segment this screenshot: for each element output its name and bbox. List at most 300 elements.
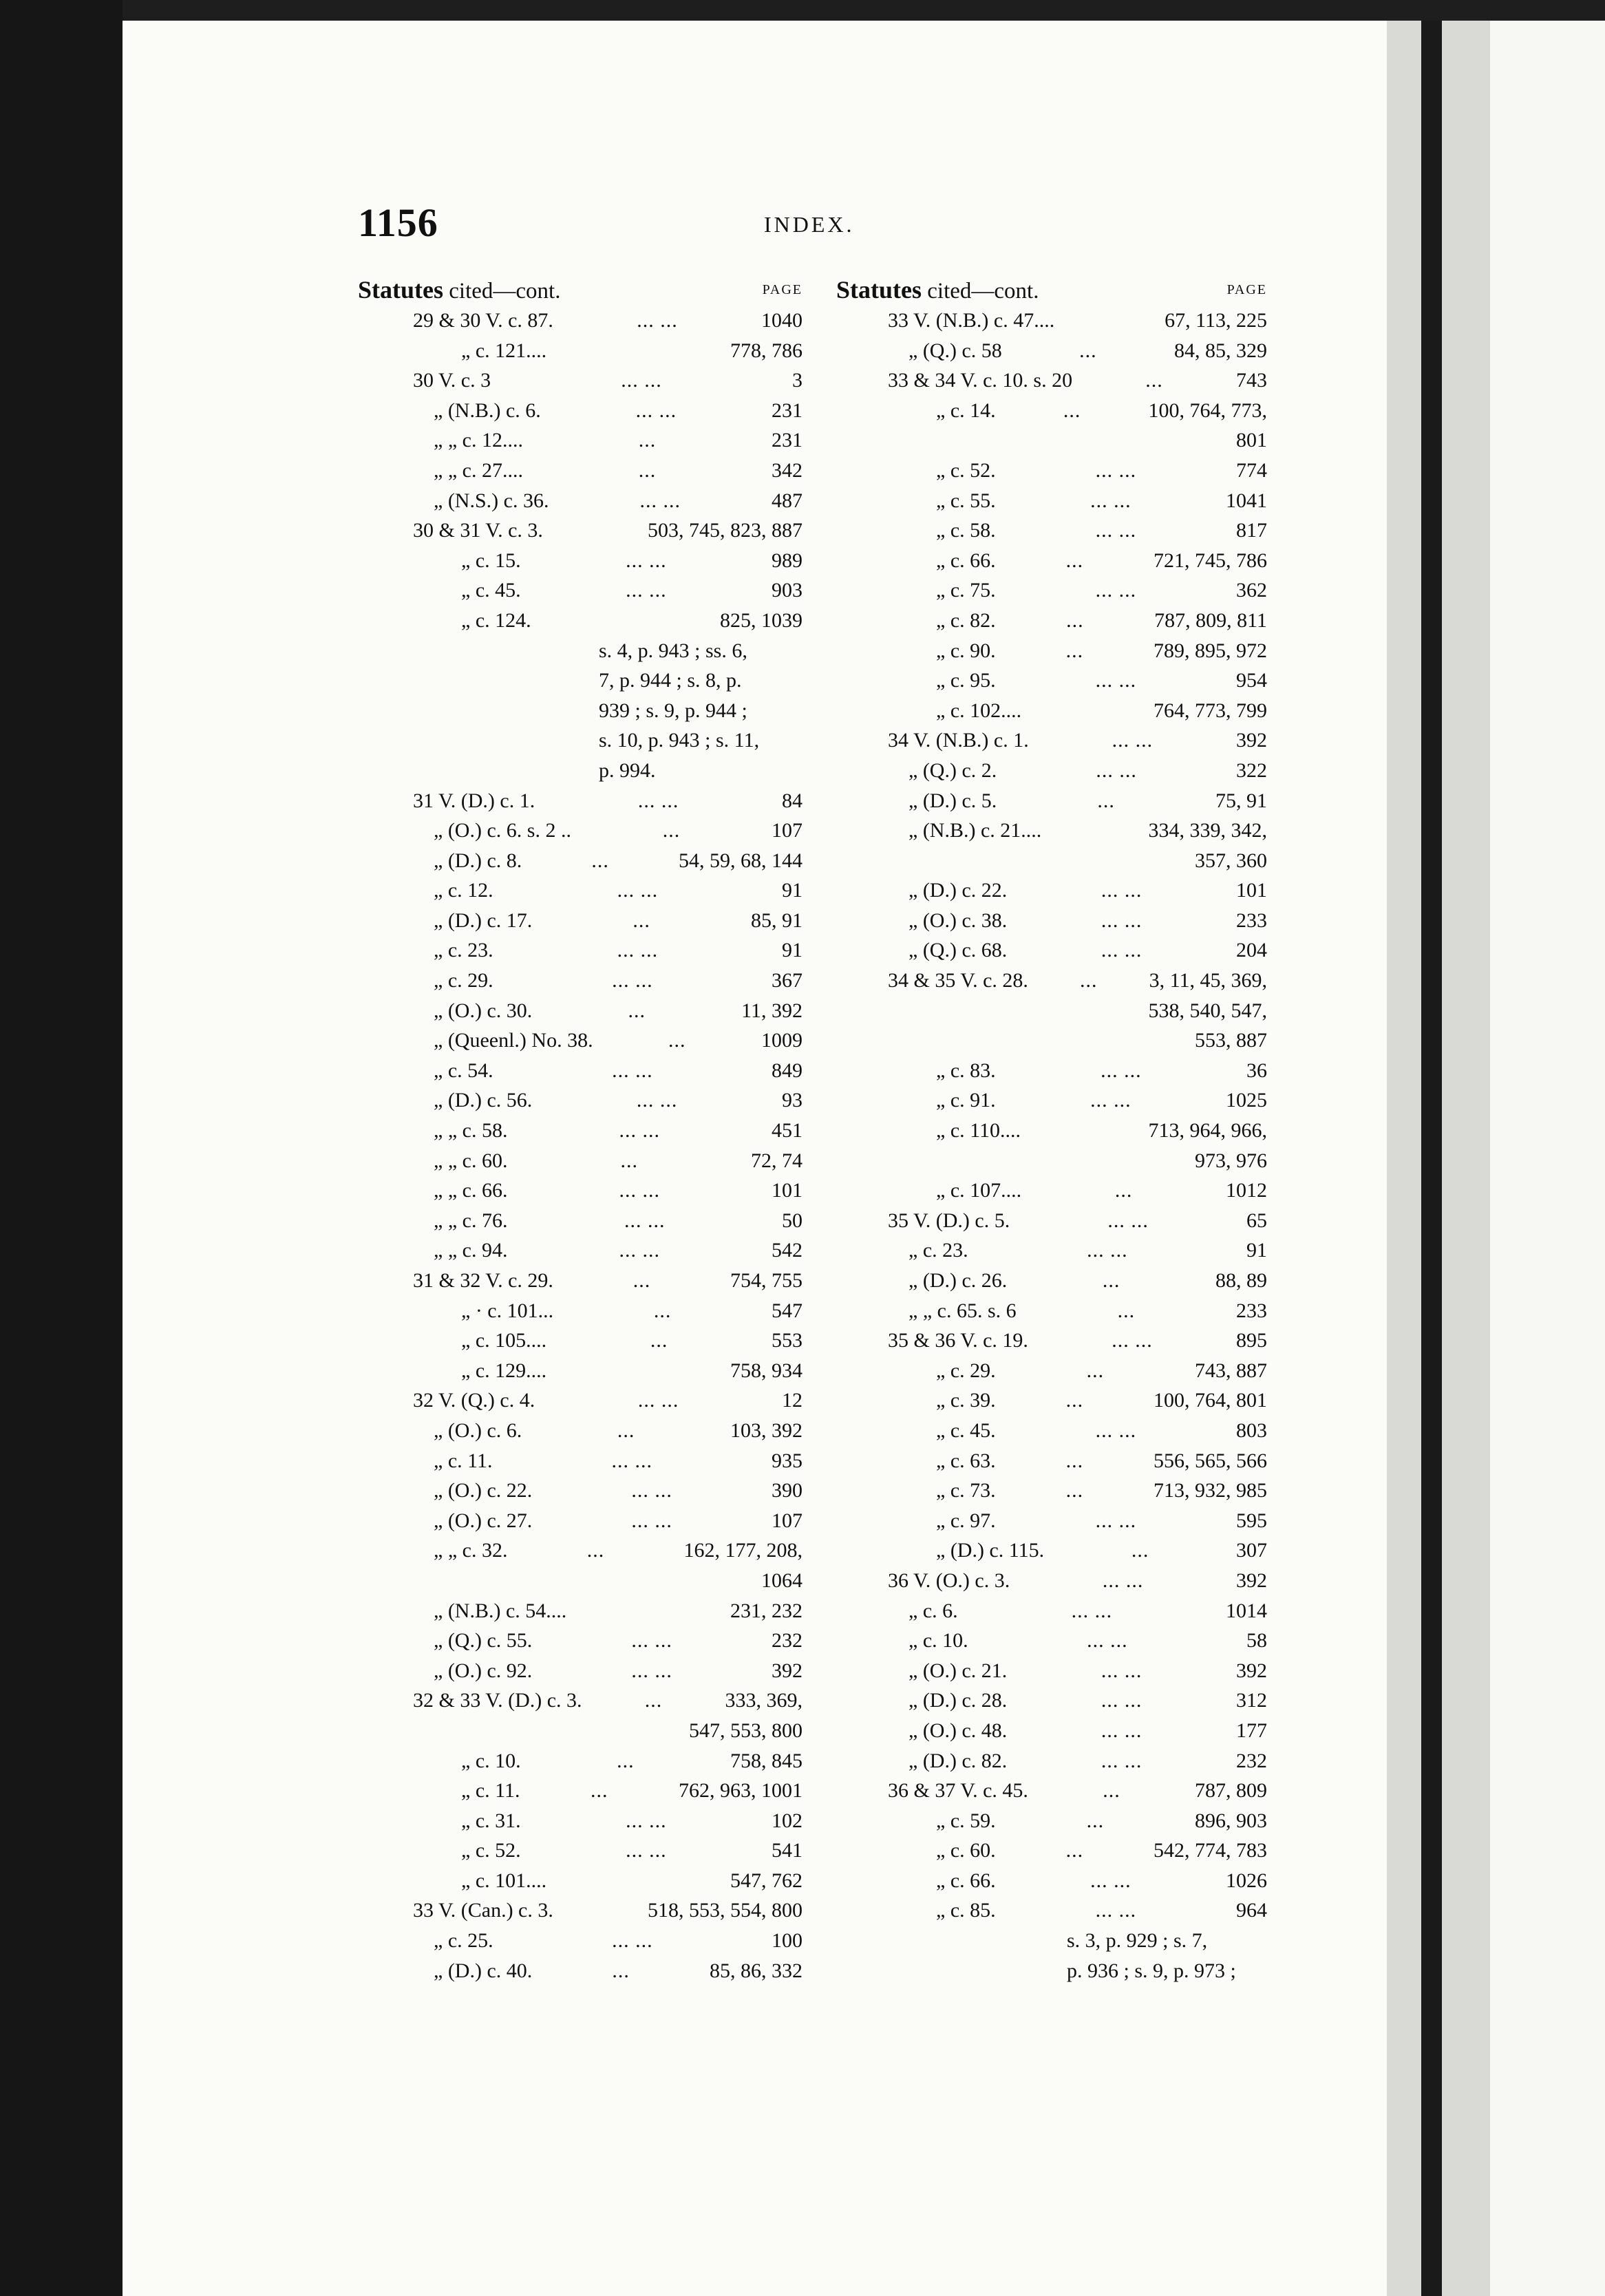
index-entry (836, 1296, 1277, 1326)
entry-label: „ c. 83. (936, 1059, 996, 1082)
page-refs: 789, 895, 972 (1154, 639, 1267, 662)
entry-label: „ „ c. 12.... (434, 429, 523, 452)
index-entry (358, 515, 812, 546)
leader-dots: ... (662, 819, 681, 842)
page-refs: 825, 1039 (720, 608, 802, 632)
page-refs: 758, 845 (730, 1749, 802, 1772)
leader-dots: ... ... (1101, 1689, 1142, 1712)
index-entry (358, 1326, 812, 1356)
index-entry (358, 935, 812, 966)
leader-dots: ... ... (1095, 1509, 1137, 1532)
leader-dots: ... ... (1090, 489, 1131, 512)
entry-label: p. 936 ; s. 9, p. 973 ; (1067, 1959, 1236, 1982)
page-refs: 91 (782, 879, 802, 902)
index-entry (836, 1566, 1277, 1596)
leader-dots: ... (1065, 1479, 1084, 1502)
entry-label: „ c. 23. (908, 1239, 968, 1262)
index-entry (358, 786, 812, 816)
scan-top-margin (123, 0, 1605, 21)
running-header: INDEX. (764, 212, 855, 237)
leader-dots: ... ... (1101, 1749, 1142, 1772)
leader-dots: ... (591, 1779, 608, 1803)
index-entry (836, 1806, 1277, 1836)
leader-dots: ... ... (611, 1449, 653, 1472)
entry-label: „ „ c. 60. (434, 1149, 508, 1172)
index-entry (358, 1116, 812, 1146)
leader-dots: ... (1065, 549, 1084, 572)
entry-label: „ c. 15. (461, 549, 521, 572)
leader-dots: ... ... (639, 489, 681, 512)
page-refs: 778, 786 (730, 339, 802, 362)
page-refs: 50 (782, 1209, 802, 1232)
index-entry (836, 1626, 1277, 1656)
leader-dots: ... (1086, 1809, 1105, 1832)
index-entry (836, 1356, 1277, 1386)
entry-label: „ c. 23. (434, 939, 493, 962)
entry-label: 33 V. (N.B.) c. 47.... (888, 309, 1055, 332)
leader-dots: ... ... (631, 1509, 672, 1532)
page-refs: 764, 773, 799 (1154, 699, 1267, 722)
index-entry (836, 1385, 1277, 1416)
page-refs: 849 (772, 1059, 802, 1082)
page-refs: 1041 (1226, 489, 1267, 512)
leader-dots: ... ... (621, 369, 662, 392)
index-entry (836, 1266, 1277, 1296)
leader-dots: ... ... (619, 1239, 660, 1262)
leader-dots: ... ... (612, 969, 653, 992)
page-refs: 342 (772, 458, 802, 482)
index-entry (358, 486, 812, 516)
page-refs: 312 (1236, 1689, 1267, 1712)
leader-dots: ... ... (1087, 1239, 1128, 1262)
index-entry (358, 1356, 812, 1386)
page-refs: 964 (1236, 1899, 1267, 1922)
entry-label: „ c. 73. (936, 1479, 996, 1502)
page-refs: 392 (1236, 1659, 1267, 1682)
leader-dots: ... ... (626, 1839, 667, 1862)
entry-label: 31 V. (D.) c. 1. (413, 789, 535, 812)
leader-dots: ... (1086, 1359, 1105, 1382)
page-refs: 503, 745, 823, 887 (648, 519, 802, 542)
index-entry (358, 1866, 812, 1896)
entry-label: „ c. 110.... (936, 1119, 1021, 1142)
index-entry (836, 1535, 1277, 1566)
entry-label: „ „ c. 58. (434, 1119, 508, 1142)
entry-label: „ (Q.) c. 68. (908, 939, 1008, 962)
page-refs: 817 (1236, 519, 1267, 542)
leader-dots: ... ... (1101, 1659, 1142, 1682)
index-entry (836, 1146, 1277, 1176)
entry-label: „ (D.) c. 5. (908, 789, 997, 812)
index-entry (358, 1776, 812, 1806)
column-heading (836, 275, 1277, 306)
leader-dots: ... ... (1095, 458, 1137, 482)
leader-dots: ... (1114, 1179, 1133, 1202)
index-entry (836, 425, 1277, 456)
index-column-left (358, 275, 812, 1986)
entry-label: „ (O.) c. 48. (908, 1719, 1008, 1742)
leader-dots: ... ... (636, 1089, 678, 1112)
leader-dots: ... ... (637, 309, 678, 332)
leader-dots: ... ... (1095, 1899, 1137, 1922)
entry-label: „ c. 66. (936, 549, 996, 572)
index-entry (836, 1235, 1277, 1266)
leader-dots: ... (1063, 398, 1081, 422)
heading-rest: cited—cont. (443, 279, 561, 304)
leader-dots: ... (1065, 1449, 1084, 1472)
entry-label: „ (N.B.) c. 21.... (908, 819, 1042, 842)
entry-label: 30 & 31 V. c. 3. (413, 519, 543, 542)
page-refs: 1025 (1226, 1089, 1267, 1112)
page-refs: 100, 764, 773, (1148, 398, 1267, 422)
leader-dots: ... ... (617, 939, 659, 962)
leader-dots: ... ... (1107, 1209, 1149, 1232)
entry-label: „ (Q.) c. 2. (908, 758, 997, 782)
leader-dots: ... (638, 429, 657, 452)
leader-dots: ... (638, 458, 657, 482)
index-entry (358, 756, 812, 786)
index-entry (358, 1176, 812, 1206)
page-refs: 93 (782, 1089, 802, 1112)
index-entry (836, 1506, 1277, 1536)
leader-dots: ... ... (1095, 579, 1137, 602)
entry-label: „ (N.B.) c. 54.... (434, 1599, 567, 1622)
entry-label: „ (Q.) c. 58 (908, 339, 1002, 362)
index-entry (836, 1656, 1277, 1686)
entry-label: 939 ; s. 9, p. 944 ; (599, 699, 747, 722)
page-refs: 803 (1236, 1418, 1267, 1442)
leader-dots: ... (591, 849, 609, 872)
page-refs: 102 (772, 1809, 802, 1832)
leader-dots: ... (586, 1539, 605, 1562)
entry-label: „ c. 91. (936, 1089, 996, 1112)
entry-label: „ (O.) c. 27. (434, 1509, 533, 1532)
entry-label: „ „ c. 76. (434, 1209, 508, 1232)
entry-label: 30 V. c. 3 (413, 369, 491, 392)
leader-dots: ... (1131, 1539, 1149, 1562)
entry-label: „ · c. 101... (461, 1299, 554, 1322)
entry-label: „ (Queenl.) No. 38. (434, 1029, 593, 1052)
entry-label: „ c. 63. (936, 1449, 996, 1472)
entry-label: 33 & 34 V. c. 10. s. 20 (888, 369, 1073, 392)
page-refs: 101 (772, 1179, 802, 1202)
page-refs: 487 (772, 489, 802, 512)
page-refs: 989 (772, 549, 802, 572)
leader-dots: ... ... (631, 1659, 672, 1682)
index-entry (836, 1085, 1277, 1116)
leader-dots: ... ... (1101, 939, 1142, 962)
page-refs: 162, 177, 208, (683, 1539, 802, 1562)
page-refs: 103, 392 (730, 1418, 802, 1442)
page-refs: 392 (1236, 1569, 1267, 1592)
leader-dots: ... ... (1095, 1418, 1137, 1442)
page-refs: 100, 764, 801 (1154, 1389, 1267, 1412)
entry-label: „ c. 10. (908, 1629, 968, 1652)
page-refs: 85, 86, 332 (710, 1959, 802, 1982)
index-entry (836, 1836, 1277, 1866)
index-entry (358, 1806, 812, 1836)
index-entry (836, 575, 1277, 606)
entry-label: 35 & 36 V. c. 19. (888, 1329, 1028, 1352)
index-entry (358, 575, 812, 606)
leader-dots: ... (620, 1149, 638, 1172)
entry-label: „ (O.) c. 92. (434, 1659, 533, 1682)
index-entry (358, 1385, 812, 1416)
index-entry (836, 456, 1277, 486)
page-refs: 233 (1236, 1299, 1267, 1322)
scan-left-margin (0, 0, 123, 2296)
entry-label: „ (D.) c. 82. (908, 1749, 1008, 1772)
entry-label: „ c. 45. (936, 1418, 996, 1442)
index-entry (358, 636, 812, 666)
index-entry (358, 1656, 812, 1686)
page-refs: 91 (782, 939, 802, 962)
page-refs: 54, 59, 68, 144 (679, 849, 802, 872)
entry-label: „ c. 95. (936, 669, 996, 692)
index-entry (836, 996, 1277, 1026)
index-entry (358, 1206, 812, 1236)
index-entry (358, 1146, 812, 1176)
page-column-label: PAGE (762, 282, 802, 297)
index-entry (836, 696, 1277, 726)
leader-dots: ... (1065, 1839, 1084, 1862)
entry-label: „ (O.) c. 30. (434, 999, 533, 1022)
entry-label: „ c. 52. (936, 458, 996, 482)
page-refs: 1012 (1226, 1179, 1267, 1202)
entry-label: „ (O.) c. 6. (434, 1418, 522, 1442)
leader-dots: ... ... (1071, 1599, 1113, 1622)
page-refs: 903 (772, 579, 802, 602)
page-refs: 88, 89 (1215, 1269, 1267, 1292)
page-refs: 322 (1236, 758, 1267, 782)
page-refs: 1014 (1226, 1599, 1267, 1622)
entry-label: „ c. 29. (434, 969, 493, 992)
leader-dots: ... (1079, 339, 1097, 362)
index-entry (358, 1085, 812, 1116)
index-entry (836, 786, 1277, 816)
page-refs: 107 (772, 819, 802, 842)
page-refs: 743, 887 (1195, 1359, 1267, 1382)
page-refs: 334, 339, 342, (1148, 819, 1267, 842)
leader-dots: ... ... (1101, 879, 1142, 902)
page-refs: 774 (1236, 458, 1267, 482)
leader-dots: ... ... (626, 579, 667, 602)
entry-label: s. 3, p. 929 ; s. 7, (1067, 1929, 1208, 1953)
index-entry (358, 1056, 812, 1086)
index-entry (836, 935, 1277, 966)
entry-label: „ c. 97. (936, 1509, 996, 1532)
index-entry (836, 396, 1277, 426)
index-entry (358, 365, 812, 396)
leader-dots: ... ... (1095, 519, 1137, 542)
entry-label: „ (O.) c. 21. (908, 1659, 1008, 1682)
leader-dots: ... ... (1101, 1719, 1142, 1742)
entry-label: „ (D.) c. 22. (908, 879, 1008, 902)
index-entry (836, 1866, 1277, 1896)
leader-dots: ... ... (1102, 1569, 1144, 1592)
page-refs: 3 (792, 369, 802, 392)
leader-dots: ... ... (1090, 1869, 1131, 1892)
index-entry (836, 846, 1277, 876)
scan-right-edge (1421, 21, 1442, 2296)
page-refs: 1064 (761, 1569, 802, 1592)
column-heading (358, 275, 812, 306)
leader-dots: ... ... (631, 1629, 672, 1652)
entry-label: „ c. 60. (936, 1839, 996, 1862)
index-entry (358, 1836, 812, 1866)
entry-label: „ c. 6. (908, 1599, 958, 1622)
page-column-label: PAGE (1226, 282, 1267, 297)
index-entry (836, 1476, 1277, 1506)
leader-dots: ... (617, 1749, 635, 1772)
leader-dots: ... (617, 1418, 635, 1442)
page-refs: 84, 85, 329 (1174, 339, 1267, 362)
index-entry (836, 336, 1277, 366)
index-entry (358, 396, 812, 426)
index-entry (358, 1926, 812, 1956)
index-entry (836, 606, 1277, 636)
entry-label: „ (D.) c. 8. (434, 849, 522, 872)
index-entry (836, 1686, 1277, 1716)
page-refs: 553 (772, 1329, 802, 1352)
leader-dots: ... (612, 1959, 630, 1982)
leader-dots: ... (1080, 969, 1098, 992)
entry-label: 34 & 35 V. c. 28. (888, 969, 1028, 992)
index-entry (836, 1116, 1277, 1146)
index-entry (836, 1206, 1277, 1236)
page-refs: 713, 932, 985 (1154, 1479, 1267, 1502)
entry-label: „ c. 82. (936, 608, 996, 632)
entry-label: 35 V. (D.) c. 5. (888, 1209, 1010, 1232)
entry-label: 7, p. 944 ; s. 8, p. (599, 669, 742, 692)
index-entry (836, 486, 1277, 516)
page-refs: 541 (772, 1839, 802, 1862)
page-refs: 357, 360 (1195, 849, 1267, 872)
leader-dots: ... ... (1090, 1089, 1131, 1112)
entry-label: „ c. 85. (936, 1899, 996, 1922)
page-refs: 954 (1236, 669, 1267, 692)
entry-label: s. 4, p. 943 ; ss. 6, (599, 639, 747, 662)
leader-dots: ... ... (1095, 669, 1137, 692)
page-refs: 307 (1236, 1539, 1267, 1562)
heading-bold: Statutes (358, 276, 443, 304)
index-entry (358, 1025, 812, 1056)
index-entry (358, 546, 812, 576)
page-refs: 935 (772, 1449, 802, 1472)
page-refs: 12 (782, 1389, 802, 1412)
index-entry (358, 336, 812, 366)
index-entry (358, 425, 812, 456)
leader-dots: ... ... (626, 1809, 667, 1832)
leader-dots: ... (1102, 1269, 1120, 1292)
index-entry (836, 666, 1277, 696)
page-refs: 542, 774, 783 (1154, 1839, 1267, 1862)
page-refs: 75, 91 (1215, 789, 1267, 812)
entry-label: „ (O.) c. 22. (434, 1479, 533, 1502)
index-entry (358, 306, 812, 336)
index-entry (836, 515, 1277, 546)
page-refs: 231, 232 (730, 1599, 802, 1622)
entry-label: „ „ c. 66. (434, 1179, 508, 1202)
leader-dots: ... ... (1112, 1329, 1153, 1352)
entry-label: „ c. 101.... (461, 1869, 547, 1892)
index-entry (358, 456, 812, 486)
leader-dots: ... ... (612, 1059, 653, 1082)
entry-label: „ „ c. 94. (434, 1239, 508, 1262)
index-entry (358, 1416, 812, 1446)
page-refs: 58 (1246, 1629, 1267, 1652)
page-refs: 65 (1246, 1209, 1267, 1232)
entry-label: „ (O.) c. 38. (908, 908, 1008, 932)
page-refs: 232 (772, 1629, 802, 1652)
leader-dots: ... ... (1087, 1629, 1128, 1652)
page-refs: 542 (772, 1239, 802, 1262)
index-entry (358, 875, 812, 906)
page-refs: 1026 (1226, 1869, 1267, 1892)
page-refs: 895 (1236, 1329, 1267, 1352)
entry-label: 29 & 30 V. c. 87. (413, 309, 553, 332)
leader-dots: ... ... (624, 1209, 666, 1232)
page-refs: 107 (772, 1509, 802, 1532)
index-entry (358, 1716, 812, 1746)
leader-dots: ... (668, 1029, 686, 1052)
entry-label: „ (D.) c. 26. (908, 1269, 1008, 1292)
page-refs: 595 (1236, 1509, 1267, 1532)
entry-label: „ c. 14. (936, 398, 996, 422)
heading-rest: cited—cont. (922, 279, 1039, 304)
page-refs: 973, 976 (1195, 1149, 1267, 1172)
page-refs: 367 (772, 969, 802, 992)
index-entry (358, 846, 812, 876)
page-refs: 787, 809, 811 (1154, 608, 1267, 632)
index-entry (836, 725, 1277, 756)
leader-dots: ... (1103, 1779, 1120, 1803)
entry-label: „ c. 12. (434, 879, 493, 902)
page-refs: 231 (772, 429, 802, 452)
page-refs: 67, 113, 225 (1165, 309, 1267, 332)
index-entry (358, 1895, 812, 1926)
entry-label: „ c. 105.... (461, 1329, 547, 1352)
leader-dots: ... (1117, 1299, 1136, 1322)
entry-label: „ c. 66. (936, 1869, 996, 1892)
entry-label: „ (O.) c. 6. s. 2 .. (434, 819, 571, 842)
index-entry (358, 1266, 812, 1296)
page-refs: 100 (772, 1929, 802, 1953)
index-entry (836, 1446, 1277, 1476)
index-column-right (836, 275, 1277, 1986)
entry-label: „ „ c. 32. (434, 1539, 508, 1562)
page-refs: 233 (1236, 908, 1267, 932)
leader-dots: ... (1145, 369, 1163, 392)
index-entry (836, 875, 1277, 906)
page-refs: 85, 91 (751, 908, 802, 932)
entry-label: „ c. 11. (461, 1779, 520, 1803)
index-entry (358, 966, 812, 996)
entry-label: p. 994. (599, 758, 656, 782)
entry-label: „ c. 129.... (461, 1359, 547, 1382)
index-entry (358, 1296, 812, 1326)
entry-label: „ (N.B.) c. 6. (434, 398, 541, 422)
leader-dots: ... ... (1096, 758, 1137, 782)
page-refs: 390 (772, 1479, 802, 1502)
page-refs: 36 (1246, 1059, 1267, 1082)
page-refs: 72, 74 (751, 1149, 802, 1172)
page-refs: 84 (782, 789, 802, 812)
page-refs: 177 (1236, 1719, 1267, 1742)
index-entry (358, 696, 812, 726)
entry-label: „ (D.) c. 28. (908, 1689, 1008, 1712)
entry-label: „ c. 107.... (936, 1179, 1022, 1202)
